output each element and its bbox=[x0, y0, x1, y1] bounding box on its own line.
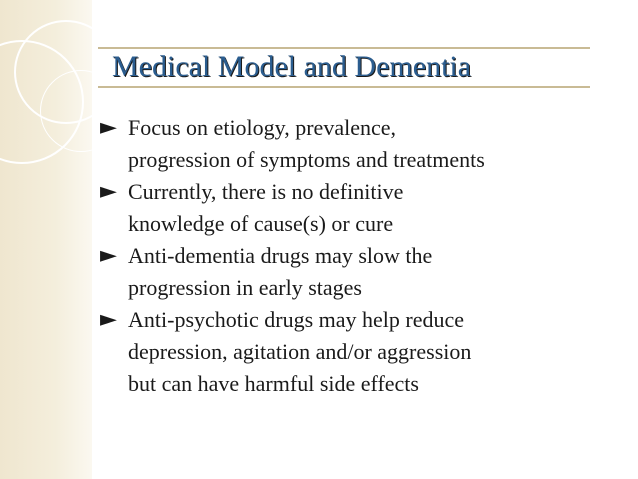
bullet-marker-icon: ► bbox=[100, 179, 117, 204]
bullet-text-line: progression of symptoms and treatments bbox=[128, 147, 485, 172]
bullet-text-line: but can have harmful side effects bbox=[128, 371, 419, 396]
bullet-text-line: Currently, there is no definitive bbox=[128, 179, 404, 204]
bullet-text-line: Anti-dementia drugs may slow the bbox=[128, 243, 433, 268]
bullet-marker-icon: ► bbox=[100, 307, 117, 332]
bullet-item bbox=[100, 304, 620, 400]
bullet-item bbox=[100, 240, 620, 304]
bullet-text-line: Focus on etiology, prevalence, bbox=[128, 115, 396, 140]
decorative-side-band bbox=[0, 0, 92, 479]
title-rule-bottom bbox=[98, 86, 590, 88]
bullet-text-line: progression in early stages bbox=[128, 275, 362, 300]
bullet-marker-icon: ► bbox=[100, 115, 117, 140]
bullet-item bbox=[100, 176, 620, 240]
bullet-text-line: knowledge of cause(s) or cure bbox=[128, 211, 394, 236]
bullet-text-line: depression, agitation and/or aggression bbox=[128, 339, 472, 364]
slide-title: Medical Model and Dementia bbox=[112, 50, 472, 83]
bullet-marker-icon: ► bbox=[100, 243, 117, 268]
bullet-text-line: Anti-psychotic drugs may help reduce bbox=[128, 307, 465, 332]
bullet-list bbox=[100, 112, 620, 400]
bullet-item bbox=[100, 112, 620, 176]
